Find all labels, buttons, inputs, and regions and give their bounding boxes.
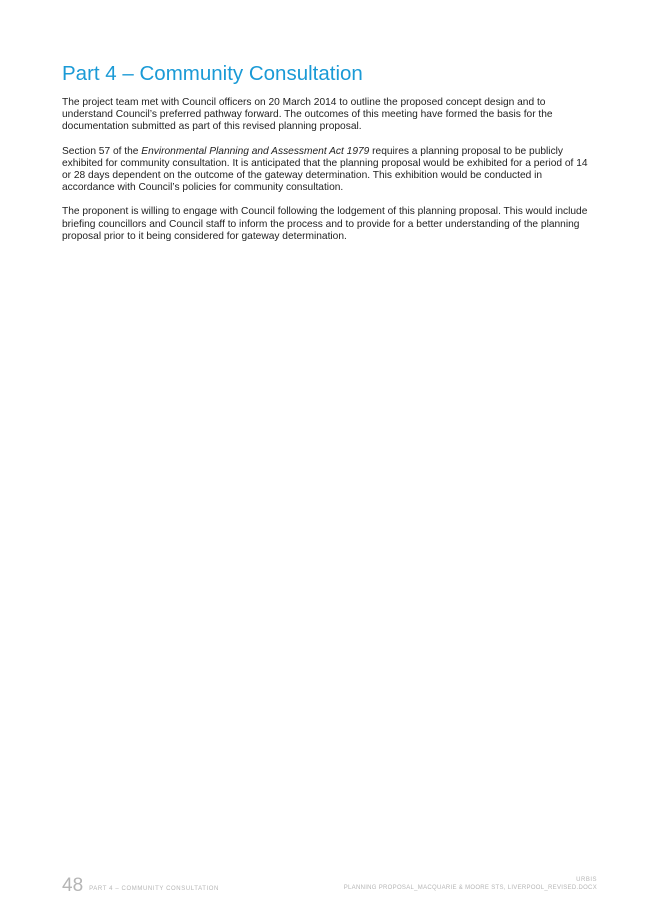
paragraph-exhibition-lead: Section 57 of the: [62, 145, 142, 157]
body-content: [62, 97, 592, 255]
paragraph-exhibition: [62, 146, 592, 195]
paragraph-engagement: The proponent is willing to engage with Council following the lodgement of this planning proposal. This would include briefing councillors and Council staff to inform the process and to provide for a better understanding of the planning proposal prior to it being considered for gateway determination.: [62, 206, 588, 242]
paragraph-exhibition-rest: requires a planning proposal to be publicly exhibited for community consultation. It is anticipated that the planning proposal would be exhibited for a period of 14 or 28 days dependent on the outcome of the gateway determination. This exhibition would be conducted in accordance with Council’s policies for community consultation.: [62, 145, 588, 194]
footer-right: [344, 876, 597, 892]
footer-document-title: PLANNING PROPOSAL_MACQUARIE & MOORE STS, LIVERPOOL_REVISED.DOCX: [343, 885, 597, 891]
footer-brand: URBIS: [576, 877, 597, 883]
page-heading: Part 4 – Community Consultation: [62, 62, 363, 85]
act-title: Environmental Planning and Assessment Act 1979: [141, 145, 370, 157]
footer-left: [62, 873, 219, 895]
footer-section-label: PART 4 – COMMUNITY CONSULTATION: [89, 886, 219, 892]
paragraph-meeting: The project team met with Council officers on 20 March 2014 to outline the proposed concept design and to understand Council’s preferred pathway forward. The outcomes of this meeting have formed the basis for the documentation submitted as part of this revised planning proposal.: [62, 97, 553, 133]
page-number: 48: [62, 875, 84, 896]
